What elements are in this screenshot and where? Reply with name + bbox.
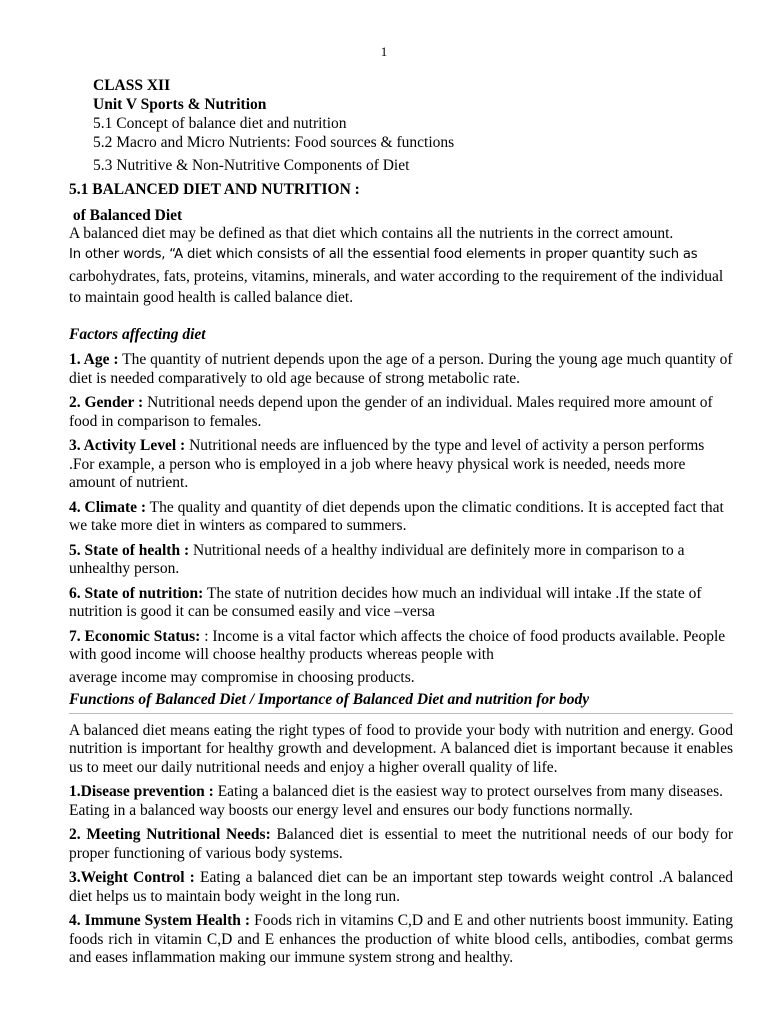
definition-subtitle-text: of Balanced Diet bbox=[72, 206, 183, 224]
function-label: 2. Meeting Nutritional Needs: bbox=[69, 826, 271, 843]
document-header bbox=[93, 76, 733, 175]
factor-text: Nutritional needs of a healthy individual are definitely more in comparison to a unhealthy person. bbox=[69, 541, 685, 577]
function-item bbox=[69, 826, 733, 863]
function-text: Balanced diet is essential to meet the nutritional needs of our body for proper functioning of various body systems. bbox=[69, 826, 733, 862]
function-label: 1.Disease prevention : bbox=[69, 783, 214, 800]
definition-line: In other words, “A diet which consists of all the essential food elements in proper quantity such as bbox=[69, 246, 698, 262]
function-text: Eating a balanced diet is the easiest way to protect ourselves from many diseases. Eating in a balanced way boosts our energy level and ensures our body functions normally. bbox=[69, 783, 723, 819]
factor-label: 4. Climate : bbox=[69, 498, 147, 516]
functions-heading: Functions of Balanced Diet / Importance of Balanced Diet and nutrition for body bbox=[69, 691, 733, 714]
factor-label: 5. State of health : bbox=[69, 541, 190, 559]
document-body bbox=[69, 181, 733, 974]
definition-line: carbohydrates, fats, proteins, vitamins, minerals, and water according to the requirement of the individual to maintain good health is called balance diet. bbox=[69, 267, 724, 306]
class-heading: CLASS XII bbox=[93, 77, 171, 94]
factor-text: The quality and quantity of diet depends upon the climatic conditions. It is accepted fact that we take more diet in winters as compared to summers. bbox=[69, 498, 724, 534]
factors-heading: Factors affecting diet bbox=[69, 325, 206, 343]
factor-text: The quantity of nutrient depends upon the age of a person. During the young age much quantity of diet is needed comparatively to old age because of strong metabolic rate. bbox=[69, 351, 733, 387]
function-text: Eating a balanced diet can be an important step towards weight control .A balanced diet helps us to maintain body weight in the long run. bbox=[69, 869, 733, 905]
definition-subtitle bbox=[69, 207, 733, 226]
unit-heading: Unit V Sports & Nutrition bbox=[93, 96, 267, 113]
factor-item bbox=[69, 628, 733, 665]
factor-item bbox=[69, 499, 733, 536]
factor-label: 1. Age : bbox=[69, 351, 119, 368]
section-title: 5.1 BALANCED DIET AND NUTRITION : bbox=[69, 181, 360, 198]
factor-label: 3. Activity Level : bbox=[69, 437, 186, 454]
definition-line: A balanced diet may be defined as that diet which contains all the nutrients in the correct amount. bbox=[69, 225, 674, 242]
factor-text: : Income is a vital factor which affects the choice of food products available. People with good income will choose healthy products whereas people with bbox=[69, 627, 726, 663]
topic-item: 5.3 Nutritive & Non-Nutritive Components of Diet bbox=[93, 157, 410, 174]
function-label: 3.Weight Control : bbox=[69, 869, 195, 886]
topic-item: 5.1 Concept of balance diet and nutrition bbox=[93, 115, 347, 132]
factor-item bbox=[69, 542, 733, 579]
functions-intro: A balanced diet means eating the right types of food to provide your body with nutrition and energy. Good nutrition is important for healthy growth and development. A balanced diet is important because it enables us to meet our daily nutritional needs and enjoy a higher overall quality of life. bbox=[69, 721, 733, 776]
factor-text: The state of nutrition decides how much an individual will intake .If the state of nutrition is good it can be consumed easily and vice –versa bbox=[69, 584, 702, 620]
function-text: Foods rich in vitamins C,D and E and other nutrients boost immunity. Eating foods rich in vitamin C,D and E enhances the production of white blood cells, antibodies, combat germs and eases inflammation making our immune system strong and healthy. bbox=[69, 912, 733, 966]
factor-label: 6. State of nutrition: bbox=[69, 584, 204, 602]
factor-item bbox=[69, 585, 733, 622]
factor-continuation: average income may compromise in choosing products. bbox=[69, 668, 415, 686]
function-item bbox=[69, 912, 733, 968]
factor-item bbox=[69, 351, 733, 388]
page-number: 1 bbox=[380, 44, 388, 59]
factor-label: 7. Economic Status: bbox=[69, 627, 201, 645]
function-item bbox=[69, 783, 733, 820]
factor-text: Nutritional needs depend upon the gender of an individual. Males required more amount of food in comparison to females. bbox=[69, 394, 713, 430]
factor-item bbox=[69, 437, 733, 493]
factor-item bbox=[69, 394, 733, 431]
factor-text: Nutritional needs are influenced by the type and level of activity a person performs .For example, a person who is employed in a job where heavy physical work is needed, needs more amount of nutrient. bbox=[69, 437, 705, 491]
function-item bbox=[69, 869, 733, 906]
factor-label: 2. Gender : bbox=[69, 394, 144, 411]
function-label: 4. Immune System Health : bbox=[69, 912, 251, 929]
topic-item: 5.2 Macro and Micro Nutrients: Food sources & functions bbox=[93, 134, 455, 151]
